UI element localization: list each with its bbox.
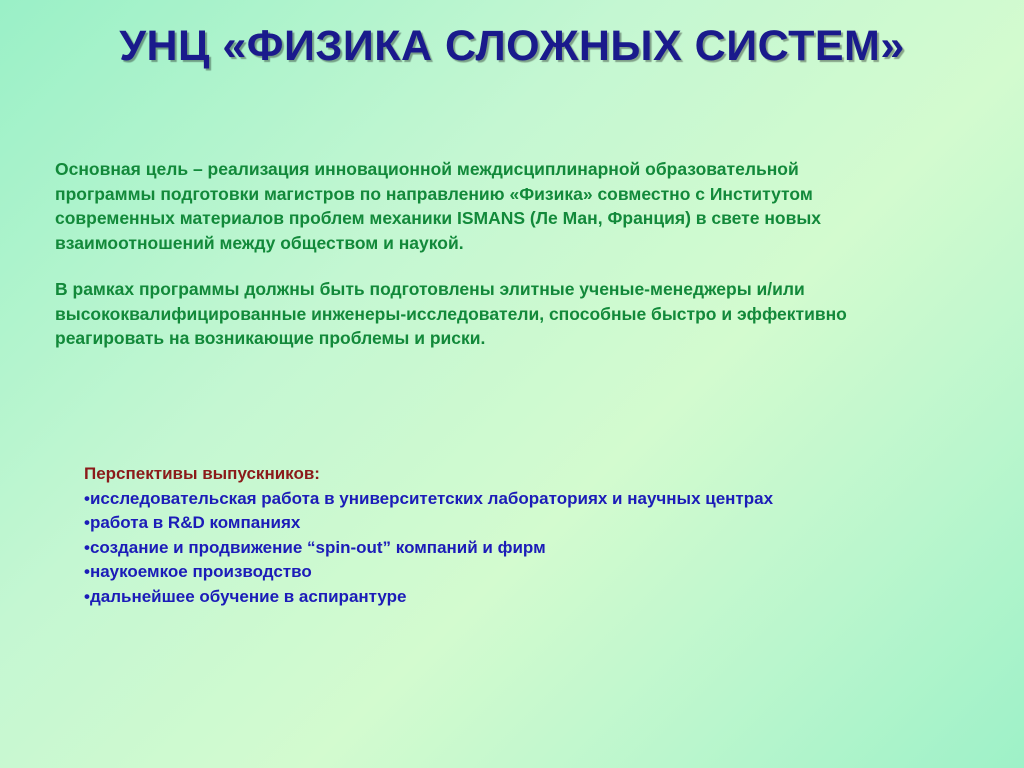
program-paragraph (55, 277, 975, 351)
list-item (84, 585, 984, 610)
goal-line-3: современных материалов проблем механики ISMANS (Ле Ман, Франция) в свете новых (55, 208, 822, 228)
program-line-3: реагировать на возникающие проблемы и риски. (55, 328, 486, 348)
bullet-icon: • (84, 586, 90, 606)
goal-line-4: взаимоотношений между обществом и наукой. (55, 232, 464, 253)
goal-line-1: Основная цель – реализация инновационной междисциплинарной образовательной (55, 159, 799, 179)
graduate-prospects (84, 462, 984, 609)
list-item-text: создание и продвижение “spin-out” компаний и фирм (89, 537, 546, 557)
program-line-2: высококвалифицированные инженеры-исследователи, способные быстро и эффективно (55, 303, 847, 324)
bullet-icon: • (84, 537, 90, 557)
prospects-heading: Перспективы выпускников: (84, 464, 320, 483)
list-item-text: дальнейшее обучение в аспирантуре (89, 586, 407, 606)
list-item (84, 487, 984, 512)
bullet-icon: • (84, 562, 90, 581)
bullet-icon: • (84, 513, 90, 532)
list-item (84, 536, 984, 561)
list-item-text: работа в R&D компаниях (89, 513, 301, 532)
program-line-1: В рамках программы должны быть подготовлены элитные ученые-менеджеры и/или (55, 279, 805, 299)
goal-line-2: программы подготовки магистров по направлению «Физика» совместно с Институтом (55, 183, 813, 204)
list-item (84, 511, 984, 536)
slide-title: УНЦ «ФИЗИКА СЛОЖНЫХ СИСТЕМ» (119, 22, 905, 70)
prospects-list (84, 487, 984, 610)
goal-paragraph (55, 157, 975, 255)
bullet-icon: • (84, 488, 90, 508)
list-item-text: наукоемкое производство (89, 562, 312, 581)
list-item-text: исследовательская работа в университетских лабораториях и научных центрах (89, 488, 774, 508)
list-item (84, 560, 984, 585)
